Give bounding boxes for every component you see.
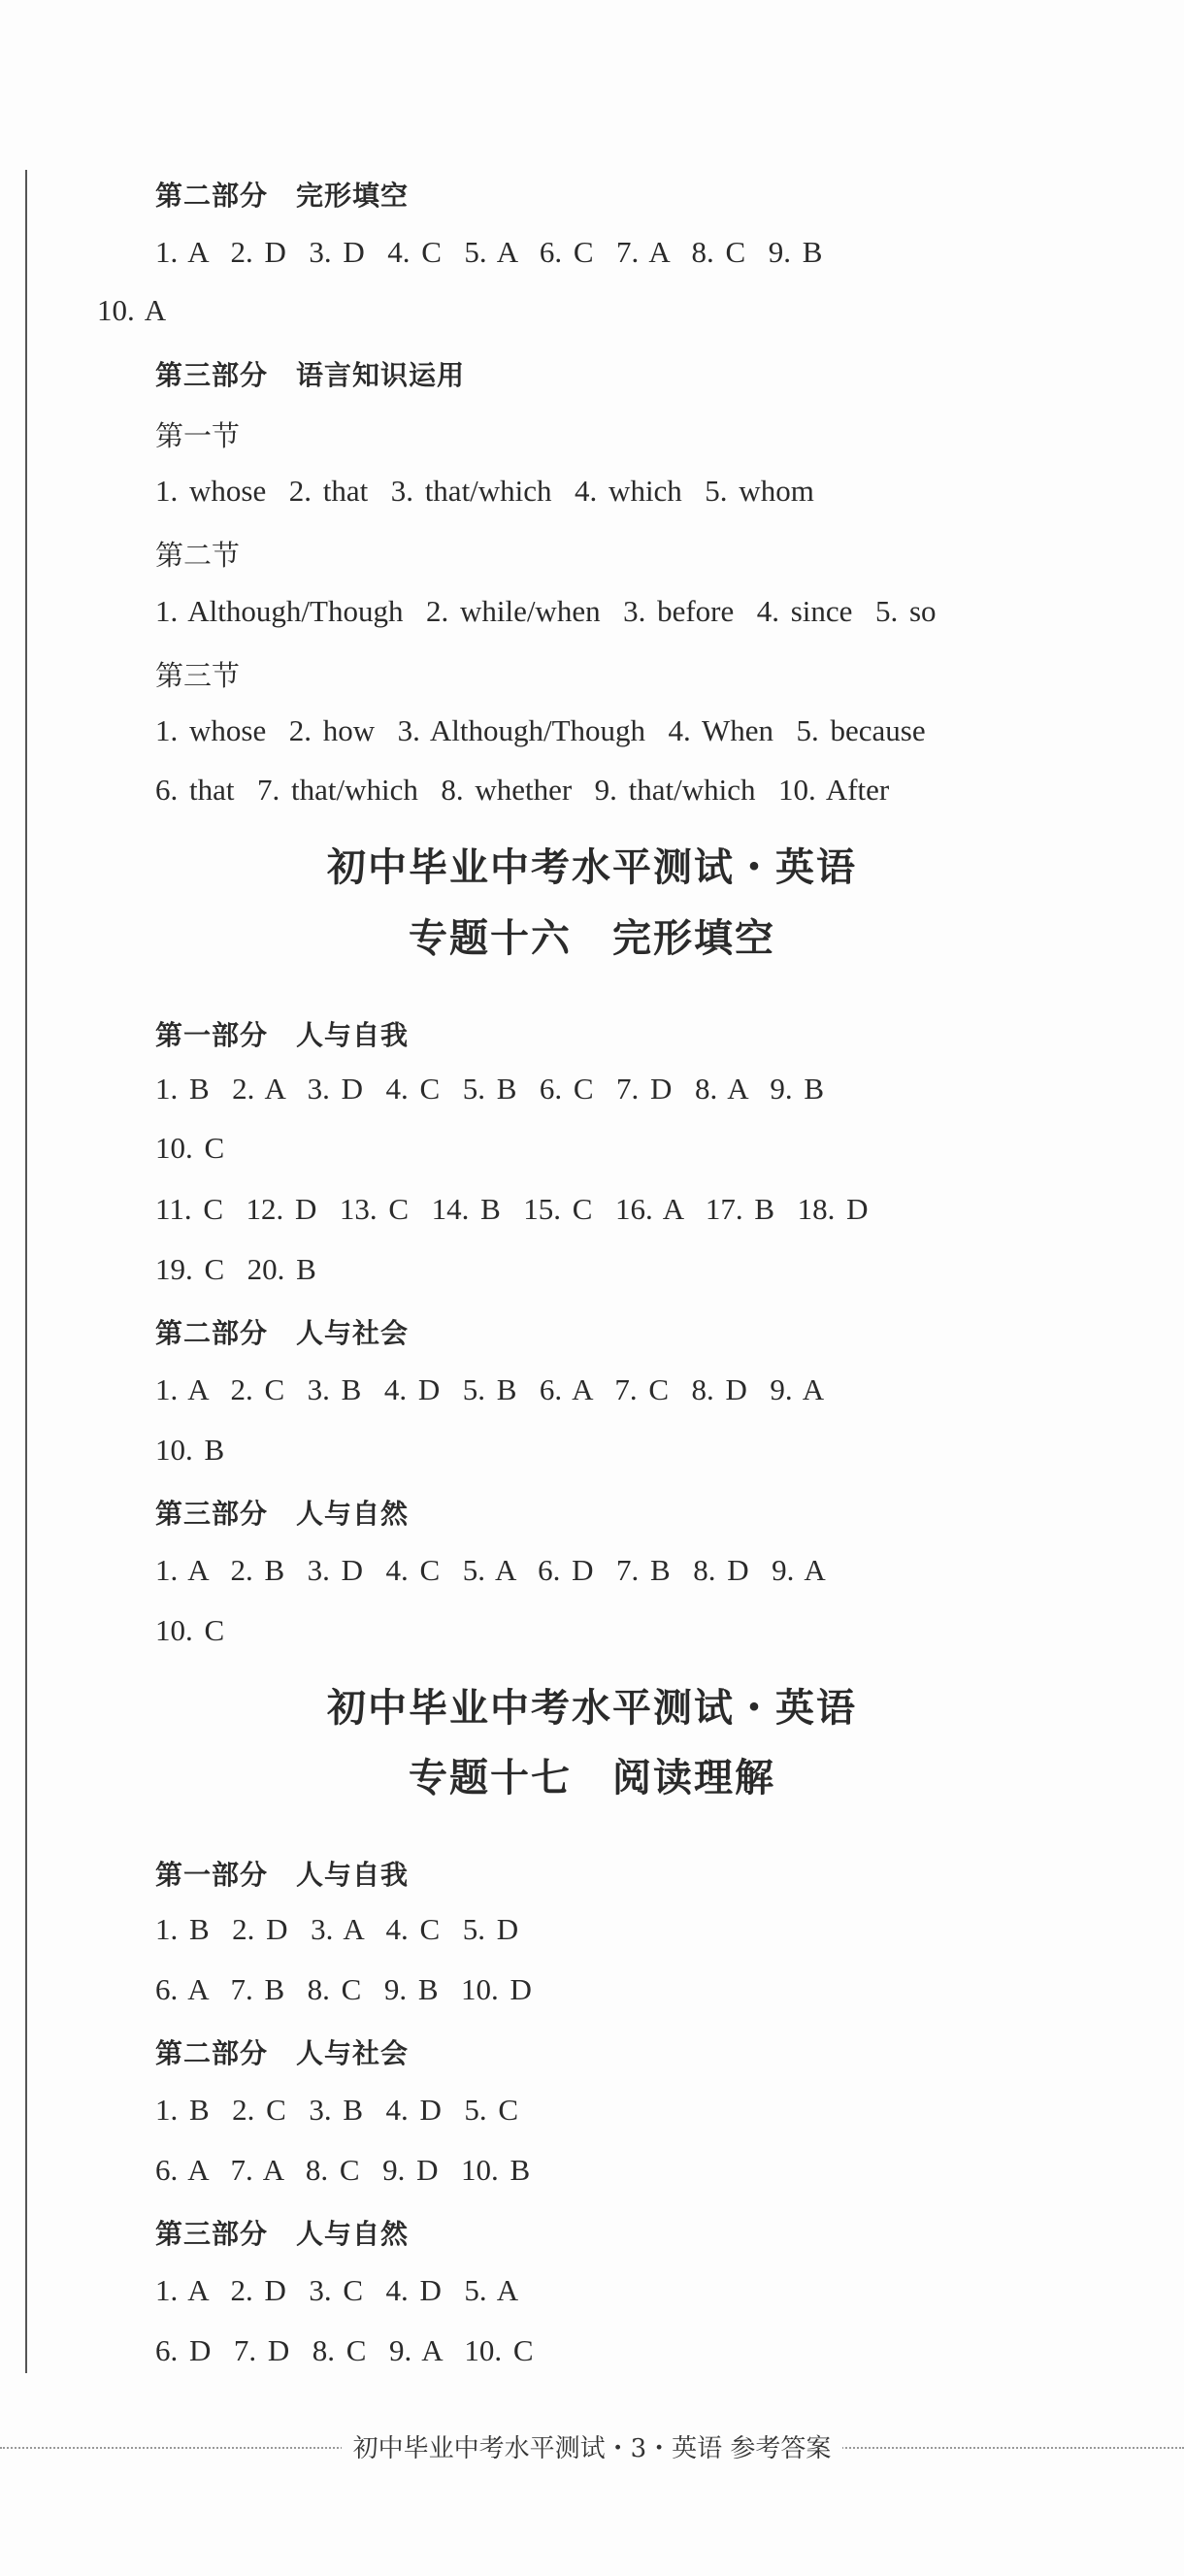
answer-line: 6. that 7. that/which 8. whether 9. that/which 10. After [155,773,890,807]
footer-label: 初中毕业中考水平测试・3・英语 参考答案 [342,2434,843,2463]
subsection-label: 第三节 [155,659,241,692]
answer-line: 1. B 2. A 3. D 4. C 5. B 6. C 7. D 8. A 9. B [155,1072,825,1106]
answer-line: 1. B 2. C 3. B 4. D 5. C [155,2093,519,2127]
margin-rule [25,170,27,2373]
answer-line: 11. C 12. D 13. C 14. B 15. C 16. A 17. B 18. D [155,1192,869,1226]
section-heading: 第三部分 人与自然 [155,2218,410,2250]
section-heading: 第三部分 人与自然 [155,1498,410,1530]
answer-line: 10. A [97,293,167,327]
section-heading: 第二部分 完形填空 [155,180,410,212]
answer-line: 1. A 2. D 3. C 4. D 5. A [155,2273,519,2307]
chapter-title: 专题十七 阅读理解 [409,1756,775,1800]
subsection-label: 第二节 [155,539,241,572]
answer-line: 1. whose 2. that 3. that/which 4. which 5. whom [155,474,814,508]
section-heading: 第二部分 人与社会 [155,2037,410,2069]
answer-line: 6. D 7. D 8. C 9. A 10. C [155,2333,534,2367]
chapter-title: 初中毕业中考水平测试・英语 [327,1686,857,1731]
answer-line: 6. A 7. B 8. C 9. B 10. D [155,1972,532,2006]
answer-line: 1. whose 2. how 3. Although/Though 4. When 5. because [155,713,926,747]
answer-line: 6. A 7. A 8. C 9. D 10. B [155,2153,531,2187]
answer-line: 1. A 2. B 3. D 4. C 5. A 6. D 7. B 8. D 9. A [155,1553,826,1587]
answer-line: 10. B [155,1433,225,1467]
answer-line: 10. C [155,1613,225,1647]
answer-line: 10. C [155,1131,225,1165]
answer-line: 1. Although/Though 2. while/when 3. before 4. since 5. so [155,594,937,628]
answer-line: 1. B 2. D 3. A 4. C 5. D [155,1912,519,1946]
section-heading: 第三部分 语言知识运用 [155,359,466,391]
section-heading: 第一部分 人与自我 [155,1859,410,1891]
answer-line: 1. A 2. C 3. B 4. D 5. B 6. A 7. C 8. D 9. A [155,1372,825,1406]
subsection-label: 第一节 [155,419,241,452]
page-footer [0,2428,1184,2464]
answer-line: 19. C 20. B [155,1252,316,1286]
chapter-title: 初中毕业中考水平测试・英语 [327,845,857,890]
chapter-title: 专题十六 完形填空 [409,916,775,961]
answer-line: 1. A 2. D 3. D 4. C 5. A 6. C 7. A 8. C 9. B [155,235,823,269]
section-heading: 第一部分 人与自我 [155,1019,410,1051]
section-heading: 第二部分 人与社会 [155,1317,410,1349]
